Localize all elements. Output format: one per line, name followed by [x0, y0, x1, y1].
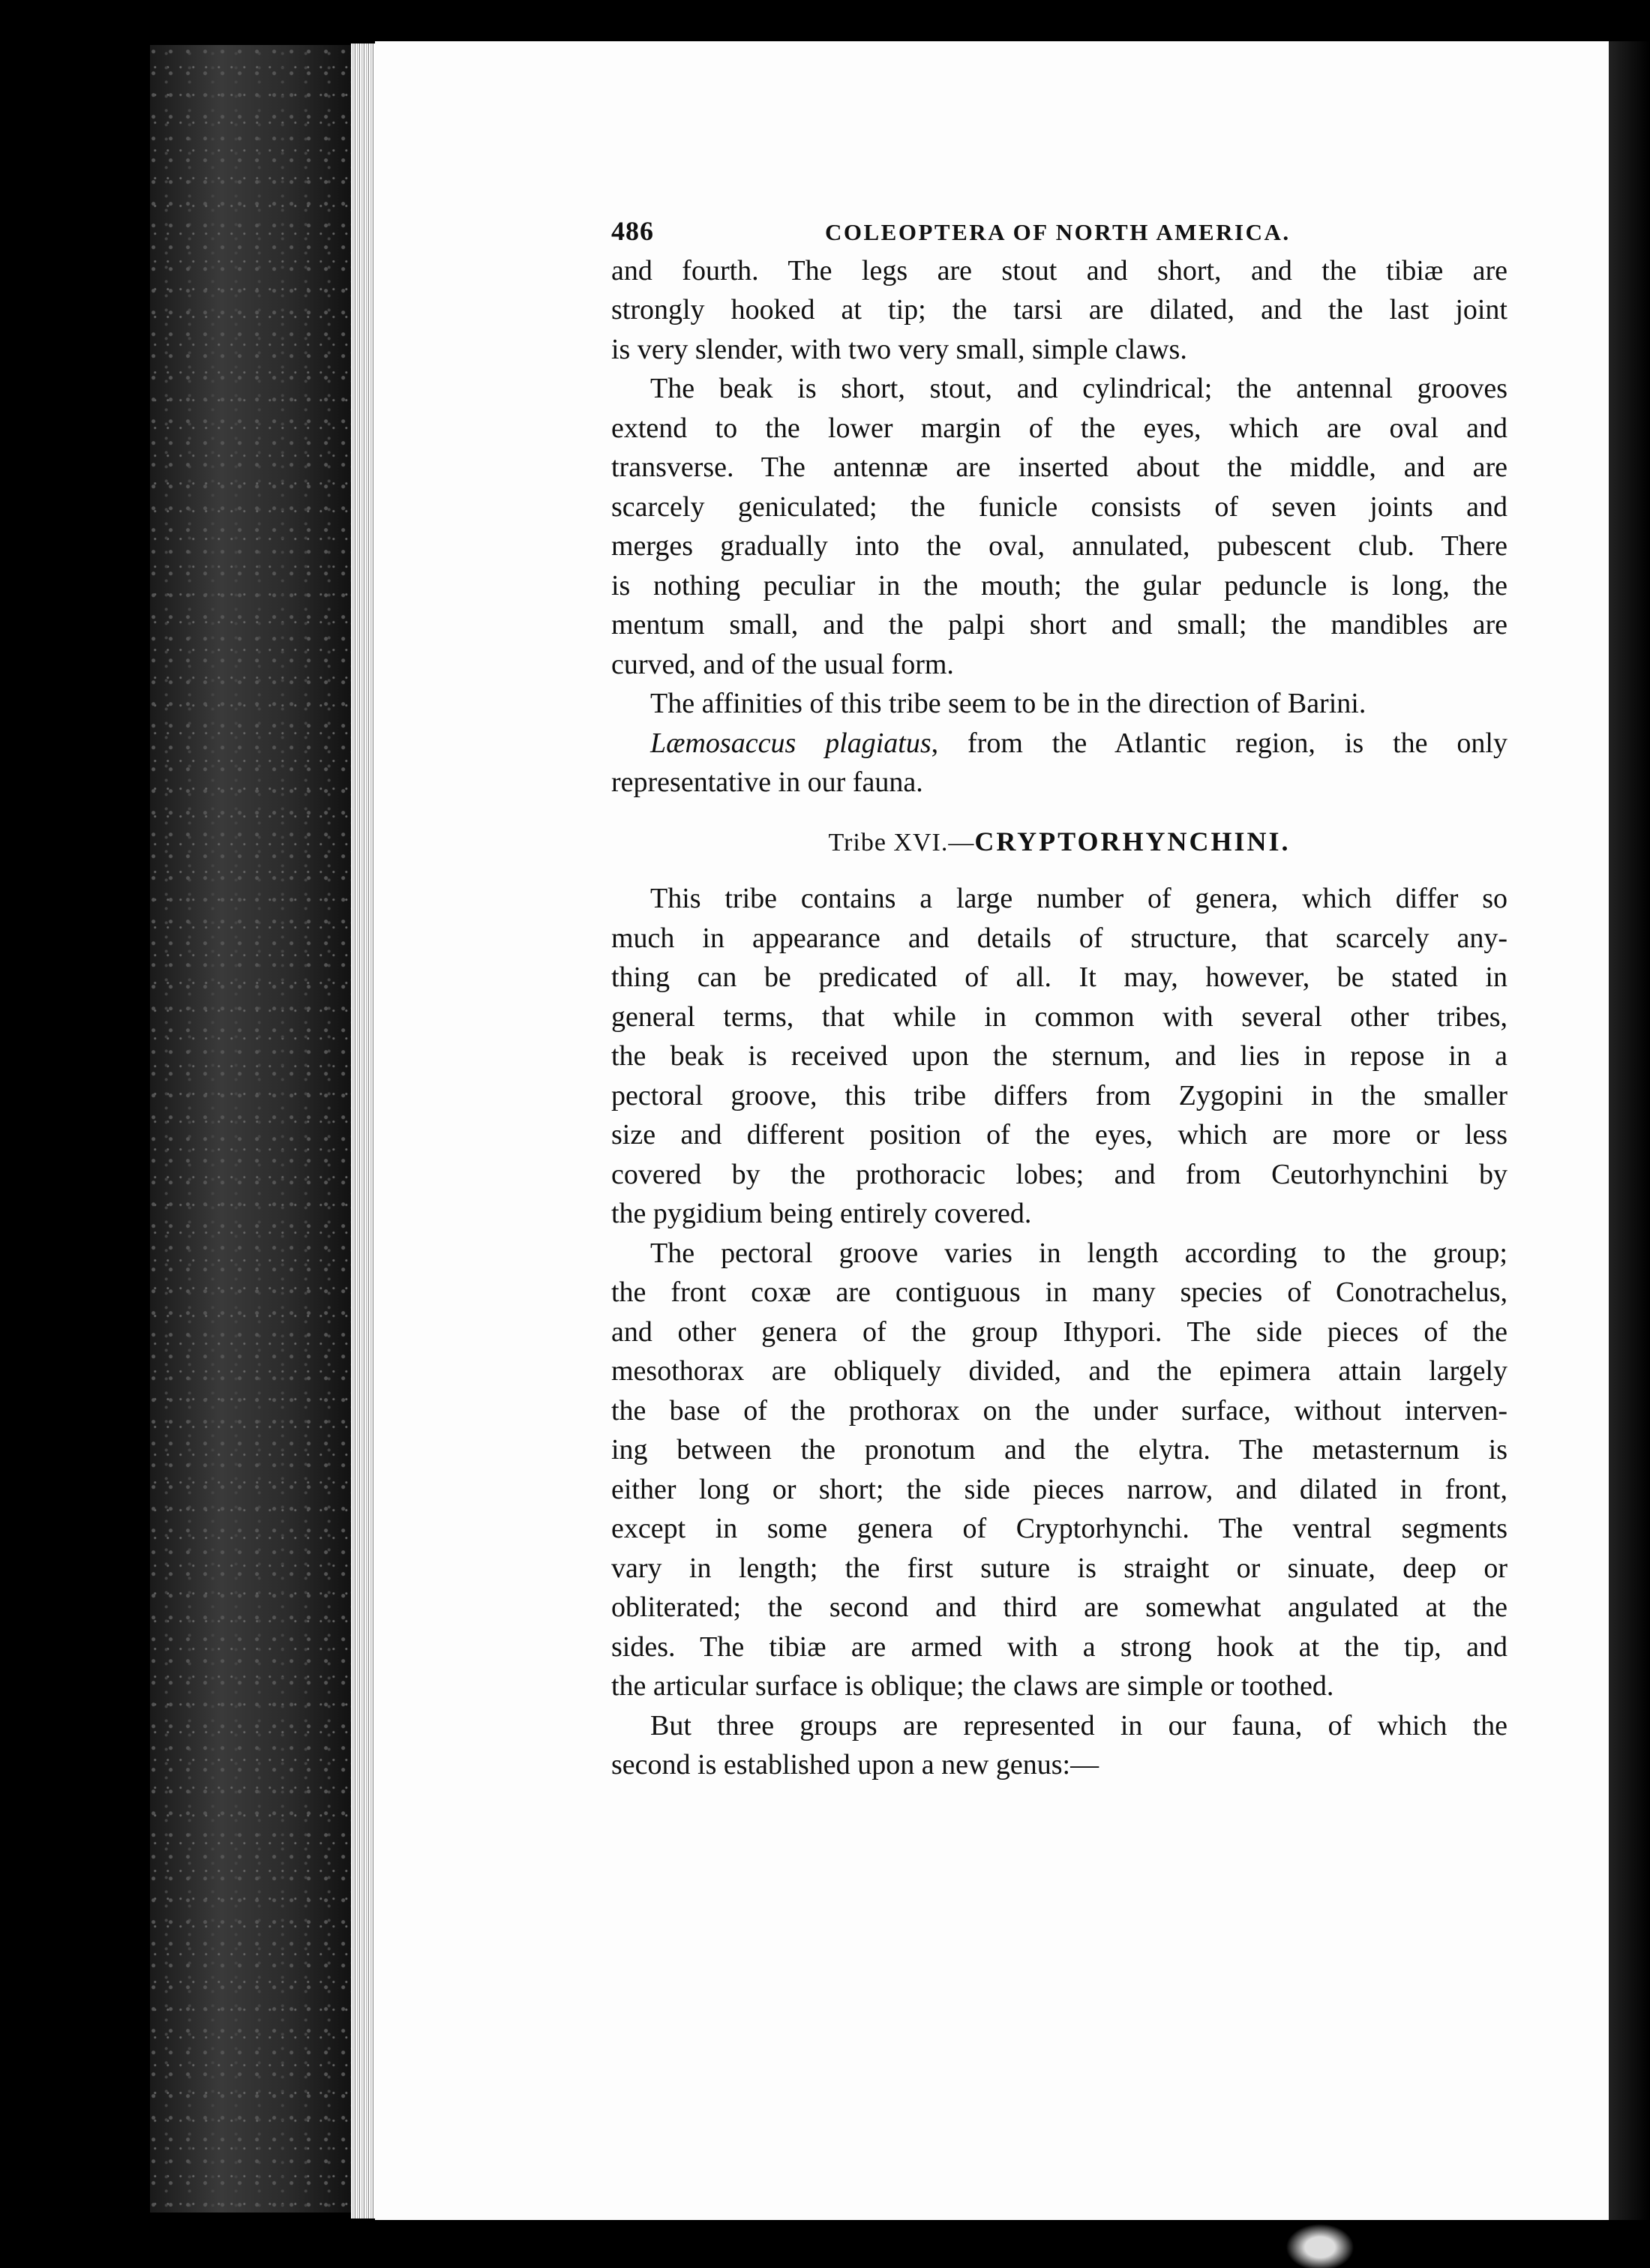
text-line: The affinities of this tribe seem to be in the direction of Barini.	[650, 688, 1366, 719]
text-line: mesothorax are obliquely divided, and the epimera attain largely	[611, 1355, 1508, 1387]
text-line: the beak is received upon the sternum, and lies in repose in a	[611, 1040, 1508, 1072]
page-edges	[351, 44, 375, 2218]
text-line	[611, 724, 1508, 764]
text-line: either long or short; the side pieces narrow, and dilated in front,	[611, 1473, 1508, 1505]
text-line: and fourth. The legs are stout and short, and the tibiæ are	[611, 254, 1508, 286]
text-line: second is established upon a new genus:—	[611, 1749, 1100, 1780]
text-line: transverse. The antennæ are inserted about the middle, and are	[611, 452, 1508, 483]
text-line: This tribe contains a large number of genera, which differ so	[650, 883, 1508, 914]
text-line: much in appearance and details of structure, that scarcely any-	[611, 922, 1508, 954]
text-line: ing between the pronotum and the elytra. The metasternum is	[611, 1434, 1508, 1466]
text-line: representative in our fauna.	[611, 766, 923, 798]
text-line: general terms, that while in common with several other tribes,	[611, 1000, 1508, 1033]
text-line: is very slender, with two very small, simple claws.	[611, 333, 1187, 365]
text-line: obliterated; the second and third are somewhat angulated at the	[611, 1592, 1508, 1623]
text-line: The pectoral groove varies in length according to the group;	[650, 1237, 1508, 1269]
text-line: the articular surface is oblique; the claws are simple or toothed.	[611, 1670, 1334, 1702]
paragraph-1	[611, 251, 1508, 370]
text-line: scarcely geniculated; the funicle consists of seven joints and	[611, 490, 1508, 523]
text-line: except in some genera of Cryptorhynchi. The ventral segments	[611, 1513, 1508, 1544]
text-line: size and different position of the eyes, which are more or less	[611, 1119, 1508, 1150]
text-line: the pygidium being entirely covered.	[611, 1198, 1032, 1229]
paragraph-3	[611, 684, 1508, 724]
text-line: the base of the prothorax on the under surface, without interven-	[611, 1394, 1508, 1426]
text-line: pectoral groove, this tribe differs from Zygopini in the smaller	[611, 1079, 1508, 1112]
page-text	[611, 212, 1508, 1785]
text-line: the front coxæ are contiguous in many species of Conotrachelus,	[611, 1276, 1508, 1308]
text-fragment: , from the Atlantic region, is the only	[931, 727, 1508, 759]
running-title: COLEOPTERA OF NORTH AMERICA.	[825, 219, 1291, 245]
right-page-edge	[1609, 41, 1650, 2220]
tribe-name: CRYPTORHYNCHINI.	[974, 826, 1291, 856]
book-cover-edge	[150, 45, 352, 2212]
paragraph-6	[611, 1234, 1508, 1706]
running-head	[611, 212, 1508, 251]
text-line: mentum small, and the palpi short and small; the mandibles are	[611, 609, 1508, 640]
text-line: thing can be predicated of all. It may, however, be stated in	[611, 962, 1508, 993]
page-number: 486	[611, 216, 654, 246]
paragraph-2	[611, 369, 1508, 684]
text-line: sides. The tibiæ are armed with a strong hook at the tip, and	[611, 1630, 1508, 1663]
text-line: and other genera of the group Ithypori. The side pieces of the	[611, 1316, 1508, 1348]
scan-artifact	[1275, 2216, 1365, 2268]
paragraph-4	[611, 724, 1508, 802]
paragraph-5	[611, 879, 1508, 1234]
text-line: strongly hooked at tip; the tarsi are dilated, and the last joint	[611, 294, 1508, 326]
text-line: extend to the lower margin of the eyes, which are oval and	[611, 412, 1508, 444]
text-line: vary in length; the first suture is straight or sinuate, deep or	[611, 1552, 1508, 1584]
text-line: curved, and of the usual form.	[611, 648, 954, 680]
species-name: Læmosaccus plagiatus	[650, 727, 932, 759]
tribe-label: Tribe XVI.—	[828, 828, 975, 856]
text-line: The beak is short, stout, and cylindrical; the antennal grooves	[650, 373, 1508, 404]
text-line: merges gradually into the oval, annulated, pubescent club. There	[611, 530, 1508, 562]
tribe-heading	[611, 822, 1508, 862]
text-line: covered by the prothoracic lobes; and from Ceutorhynchini by	[611, 1158, 1508, 1190]
paragraph-7	[611, 1706, 1508, 1785]
text-line: But three groups are represented in our fauna, of which the	[650, 1709, 1508, 1742]
text-line: is nothing peculiar in the mouth; the gular peduncle is long, the	[611, 569, 1508, 602]
